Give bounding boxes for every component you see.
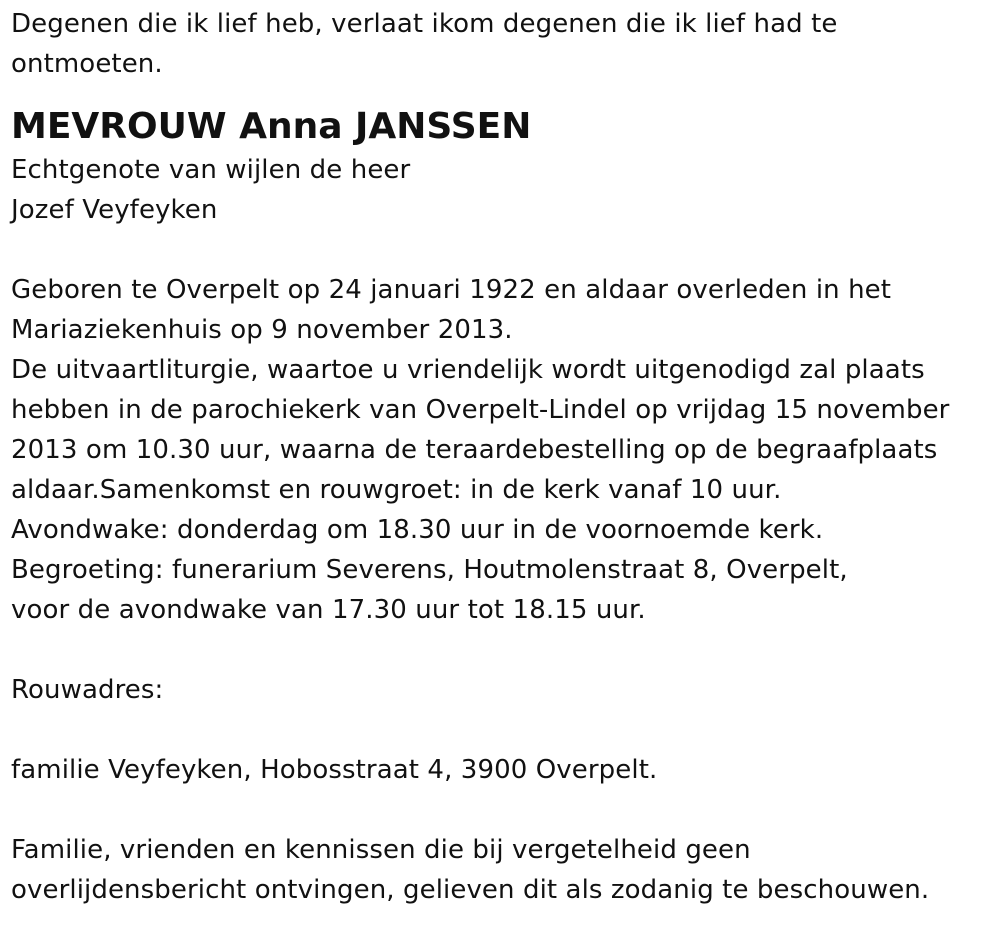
closing-line: overlijdensbericht ontvingen, gelieven dit als zodanig te beschouwen. <box>11 875 930 905</box>
motto-line: Degenen die ik lief heb, verlaat ikom degenen die ik lief had te <box>11 9 838 39</box>
closing-line: Familie, vrienden en kennissen die bij vergetelheid geen <box>11 835 751 865</box>
detail-line: Avondwake: donderdag om 18.30 uur in de voornoemde kerk. <box>11 515 824 545</box>
spacer <box>11 710 991 750</box>
spacer <box>11 230 991 270</box>
spacer <box>11 790 991 830</box>
spacer <box>11 630 991 670</box>
spouse-line: Echtgenote van wijlen de heer <box>11 155 411 185</box>
obituary-notice <box>11 4 991 910</box>
detail-line: De uitvaartliturgie, waartoe u vriendelijk wordt uitgenodigd zal plaats <box>11 355 925 385</box>
motto-line: ontmoeten. <box>11 49 163 79</box>
mourning-address: familie Veyfeyken, Hobosstraat 4, 3900 Overpelt. <box>11 755 658 785</box>
detail-line: Begroeting: funerarium Severens, Houtmolenstraat 8, Overpelt, <box>11 555 848 585</box>
detail-line: 2013 om 10.30 uur, waarna de teraardebestelling op de begraafplaats <box>11 435 938 465</box>
detail-line: Geboren te Overpelt op 24 januari 1922 en aldaar overleden in het <box>11 275 892 305</box>
detail-line: hebben in de parochiekerk van Overpelt-Lindel op vrijdag 15 november <box>11 395 950 425</box>
detail-line: aldaar.Samenkomst en rouwgroet: in de kerk vanaf 10 uur. <box>11 475 782 505</box>
detail-line: Mariaziekenhuis op 9 november 2013. <box>11 315 513 345</box>
deceased-name: MEVROUW Anna JANSSEN <box>11 106 532 147</box>
spouse-line: Jozef Veyfeyken <box>11 195 218 225</box>
address-label: Rouwadres: <box>11 675 164 705</box>
detail-line: voor de avondwake van 17.30 uur tot 18.15 uur. <box>11 595 646 625</box>
